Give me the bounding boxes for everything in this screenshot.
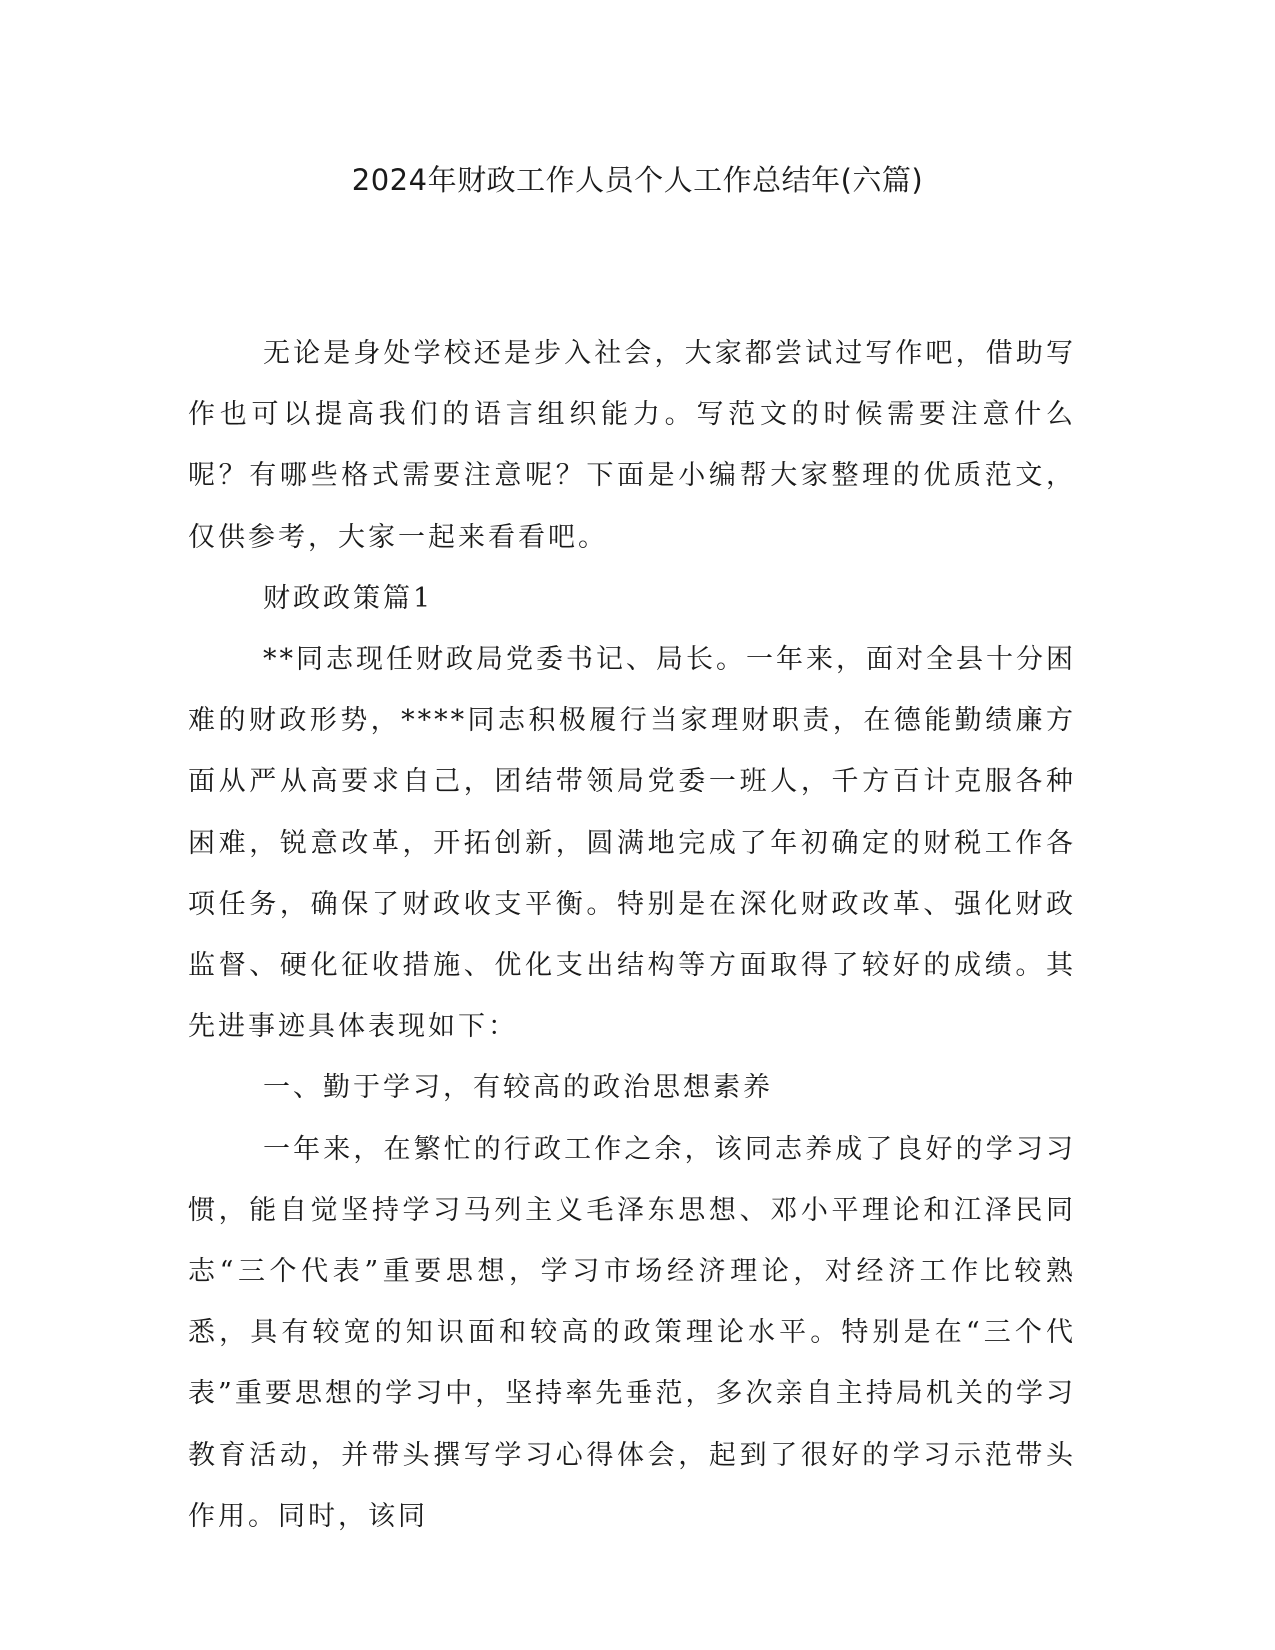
body-paragraph: **同志现任财政局党委书记、局长。一年来，面对全县十分困难的财政形势，****同志积极履行当家理财职责，在德能勤绩廉方面从严从高要求自己，团结带领局党委一班人，千方百计克服各种困难，锐意改革，开拓创新，圆满地完成了年初确定的财税工作各项任务，确保了财政收支平衡。特别是在深化财政改革、强化财政监督、硬化征收措施、优化支出结构等方面取得了较好的成绩。其先进事迹具体表现如下： bbox=[188, 644, 1076, 1043]
body-paragraph: 一年来，在繁忙的行政工作之余，该同志养成了良好的学习习惯，能自觉坚持学习马列主义毛泽东思想、邓小平理论和江泽民同志“三个代表”重要思想，学习市场经济理论，对经济工作比较熟悉，具有较宽的知识面和较高的政策理论水平。特别是在“三个代表”重要思想的学习中，坚持率先垂范，多次亲自主持局机关的学习教育活动，并带头撰写学习心得体会，起到了很好的学习示范带头作用。同时，该同 bbox=[188, 1133, 1076, 1532]
section-heading: 财政政策篇1 bbox=[263, 582, 434, 614]
intro-paragraph: 无论是身处学校还是步入社会，大家都尝试过写作吧，借助写作也可以提高我们的语言组织能力。写范文的时候需要注意什么呢？有哪些格式需要注意呢？下面是小编帮大家整理的优质范文，仅供参考，大家一起来看看吧。 bbox=[188, 338, 1076, 553]
document-body bbox=[188, 323, 1076, 1547]
document-title: 2024年财政工作人员个人工作总结年(六篇) bbox=[351, 163, 924, 197]
subsection-heading: 一、勤于学习，有较高的政治思想素养 bbox=[263, 1072, 773, 1104]
